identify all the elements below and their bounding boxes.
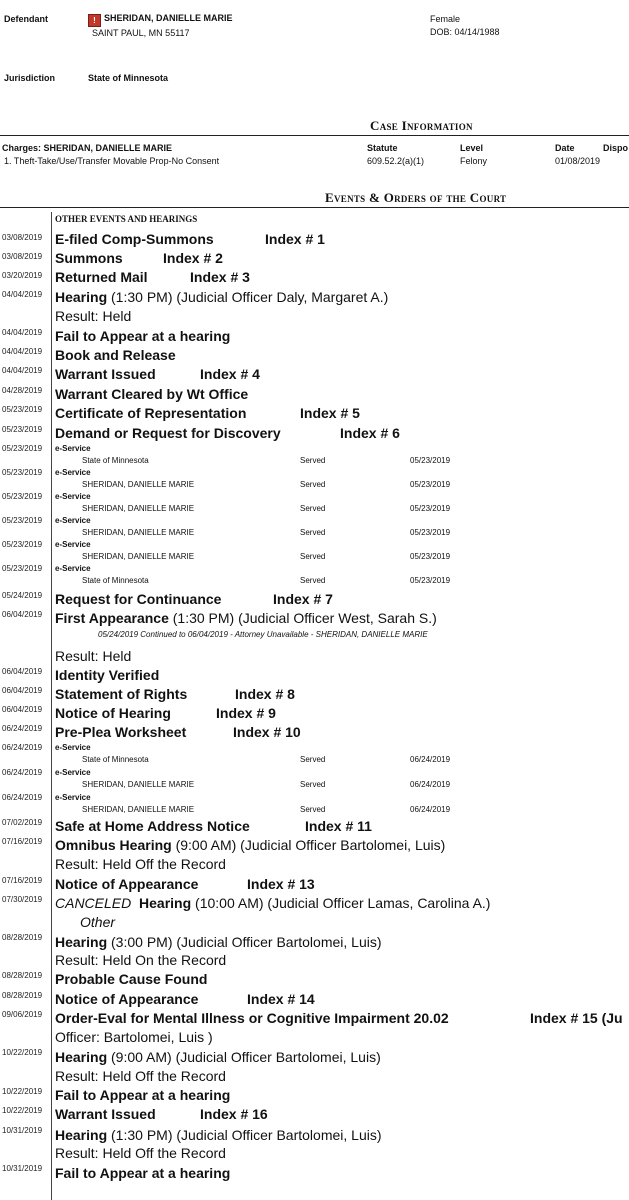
event-date: 07/30/2019	[2, 895, 43, 904]
event-title: Demand or Request for Discovery	[55, 425, 281, 441]
service-party: SHERIDAN, DANIELLE MARIE	[82, 552, 195, 561]
service-party: State of Minnesota	[82, 755, 149, 764]
event-index: Index # 4	[200, 366, 260, 382]
event-date: 10/22/2019	[2, 1087, 43, 1096]
service-title: e-Service	[55, 468, 91, 477]
service-status: Served	[300, 456, 326, 465]
event-title: Certificate of Representation	[55, 405, 247, 421]
event-title: CANCELED Hearing (10:00 AM) (Judicial Officer Lamas, Carolina A.)	[55, 895, 491, 911]
defendant-name: ! SHERIDAN, DANIELLE MARIE	[88, 13, 233, 27]
service-title: e-Service	[55, 540, 91, 549]
event-date: 06/04/2019	[2, 667, 43, 676]
service-served-date: 06/24/2019	[410, 755, 451, 764]
service-title: e-Service	[55, 444, 91, 453]
timeline-rule	[51, 212, 52, 1200]
service-title: e-Service	[55, 743, 91, 752]
event-date: 09/06/2019	[2, 1010, 43, 1019]
event-title: Summons	[55, 250, 123, 266]
event-index: Index # 1	[265, 231, 325, 247]
event-date: 08/28/2019	[2, 971, 43, 980]
event-result: Result: Held Off the Record	[55, 856, 226, 872]
charge-date: 01/08/2019	[555, 156, 601, 166]
col-level: Level	[460, 143, 484, 153]
event-title: Pre-Plea Worksheet	[55, 724, 187, 740]
divider	[0, 207, 629, 208]
service-party: SHERIDAN, DANIELLE MARIE	[82, 805, 195, 814]
event-date: 08/28/2019	[2, 991, 43, 1000]
service-status: Served	[300, 480, 326, 489]
service-party: State of Minnesota	[82, 456, 149, 465]
event-date: 06/24/2019	[2, 724, 43, 733]
event-title: Fail to Appear at a hearing	[55, 1087, 231, 1103]
event-date: 10/31/2019	[2, 1126, 43, 1135]
event-date: 06/04/2019	[2, 610, 43, 619]
service-status: Served	[300, 805, 326, 814]
event-title: Book and Release	[55, 347, 176, 363]
event-title: Warrant Cleared by Wt Office	[55, 386, 249, 402]
jurisdiction-value: State of Minnesota	[88, 73, 169, 83]
service-status: Served	[300, 755, 326, 764]
event-date: 10/31/2019	[2, 1164, 43, 1173]
event-index: Index # 8	[235, 686, 295, 702]
events-heading: Events & Orders of the Court	[325, 190, 507, 205]
event-index: Index # 10	[233, 724, 301, 740]
service-title: e-Service	[55, 516, 91, 525]
service-served-date: 05/23/2019	[410, 552, 451, 561]
service-date: 06/24/2019	[2, 743, 43, 752]
defendant-dob: DOB: 04/14/1988	[430, 27, 500, 37]
event-index: Index # 7	[273, 591, 333, 607]
event-date: 07/16/2019	[2, 876, 43, 885]
service-date: 05/23/2019	[2, 468, 43, 477]
service-served-date: 06/24/2019	[410, 780, 451, 789]
col-dispo: Dispo	[603, 143, 629, 153]
event-date: 05/24/2019	[2, 591, 43, 600]
event-note: 05/24/2019 Continued to 06/04/2019 - Attorney Unavailable - SHERIDAN, DANIELLE MARIE	[98, 630, 428, 639]
event-date: 04/04/2019	[2, 290, 43, 299]
event-index: Index # 6	[340, 425, 400, 441]
col-date: Date	[555, 143, 575, 153]
charge-statute: 609.52.2(a)(1)	[367, 156, 425, 166]
service-served-date: 05/23/2019	[410, 528, 451, 537]
service-served-date: 05/23/2019	[410, 480, 451, 489]
event-title: Hearing (1:30 PM) (Judicial Officer Bartolomei, Luis)	[55, 1127, 382, 1143]
case-info-heading: Case Information	[370, 118, 473, 133]
service-status: Served	[300, 552, 326, 561]
event-title: Notice of Hearing	[55, 705, 171, 721]
event-title: Warrant Issued	[55, 366, 156, 382]
event-index: Index # 11	[305, 818, 372, 834]
event-title: Identity Verified	[55, 667, 160, 683]
charges-label: Charges: SHERIDAN, DANIELLE MARIE	[2, 143, 173, 153]
event-title: Warrant Issued	[55, 1106, 156, 1122]
event-title: Notice of Appearance	[55, 991, 199, 1007]
event-title: Omnibus Hearing (9:00 AM) (Judicial Officer Bartolomei, Luis)	[55, 837, 446, 853]
event-title: Fail to Appear at a hearing	[55, 1165, 231, 1181]
event-result: Result: Held	[55, 648, 132, 664]
event-date: 10/22/2019	[2, 1048, 43, 1057]
event-date: 08/28/2019	[2, 933, 43, 942]
service-title: e-Service	[55, 768, 91, 777]
event-index: Index # 15 (Ju	[530, 1010, 623, 1026]
col-statute: Statute	[367, 143, 398, 153]
event-title: Probable Cause Found	[55, 971, 208, 987]
events-subheading: OTHER EVENTS AND HEARINGS	[55, 214, 198, 224]
defendant-label: Defendant	[4, 14, 49, 24]
service-party: SHERIDAN, DANIELLE MARIE	[82, 480, 195, 489]
service-date: 05/23/2019	[2, 492, 43, 501]
event-date: 07/02/2019	[2, 818, 43, 827]
defendant-sex: Female	[430, 14, 461, 24]
event-date: 04/04/2019	[2, 347, 43, 356]
service-status: Served	[300, 504, 326, 513]
flag-icon: !	[88, 14, 101, 27]
service-date: 05/23/2019	[2, 540, 43, 549]
event-index: Index # 16	[200, 1106, 268, 1122]
jurisdiction-label: Jurisdiction	[4, 73, 56, 83]
event-result: Result: Held Off the Record	[55, 1145, 226, 1161]
event-title: Request for Continuance	[55, 591, 222, 607]
service-status: Served	[300, 528, 326, 537]
event-title: Safe at Home Address Notice	[55, 818, 250, 834]
event-title: Notice of Appearance	[55, 876, 199, 892]
service-party: SHERIDAN, DANIELLE MARIE	[82, 528, 195, 537]
event-title: Hearing (1:30 PM) (Judicial Officer Daly, Margaret A.)	[55, 289, 389, 305]
event-date: 04/28/2019	[2, 386, 43, 395]
service-served-date: 05/23/2019	[410, 456, 451, 465]
service-served-date: 06/24/2019	[410, 805, 451, 814]
event-index: Index # 14	[247, 991, 315, 1007]
event-continuation: Officer: Bartolomei, Luis )	[55, 1029, 213, 1045]
service-title: e-Service	[55, 492, 91, 501]
event-title: Order-Eval for Mental Illness or Cognitive Impairment 20.02	[55, 1010, 449, 1026]
service-party: State of Minnesota	[82, 576, 149, 585]
event-index: Index # 2	[163, 250, 223, 266]
event-title: Hearing (9:00 AM) (Judicial Officer Bartolomei, Luis)	[55, 1049, 381, 1065]
service-served-date: 05/23/2019	[410, 504, 451, 513]
event-index: Index # 9	[216, 705, 276, 721]
event-date: 05/23/2019	[2, 425, 43, 434]
event-result: Result: Held On the Record	[55, 952, 227, 968]
event-title: Returned Mail	[55, 269, 148, 285]
divider	[0, 135, 629, 136]
service-status: Served	[300, 780, 326, 789]
service-date: 06/24/2019	[2, 793, 43, 802]
event-result: Result: Held Off the Record	[55, 1068, 226, 1084]
event-date: 05/23/2019	[2, 405, 43, 414]
event-title: Fail to Appear at a hearing	[55, 328, 231, 344]
event-date: 10/22/2019	[2, 1106, 43, 1115]
service-date: 05/23/2019	[2, 444, 43, 453]
service-date: 05/23/2019	[2, 564, 43, 573]
service-party: SHERIDAN, DANIELLE MARIE	[82, 780, 195, 789]
event-date: 03/08/2019	[2, 252, 43, 261]
event-title: First Appearance (1:30 PM) (Judicial Officer West, Sarah S.)	[55, 610, 437, 626]
service-party: SHERIDAN, DANIELLE MARIE	[82, 504, 195, 513]
event-title: E-filed Comp-Summons	[55, 231, 214, 247]
event-date: 04/04/2019	[2, 328, 43, 337]
defendant-address: SAINT PAUL, MN 55117	[92, 28, 190, 38]
event-index: Index # 5	[300, 405, 360, 421]
event-index: Index # 3	[190, 269, 250, 285]
event-index: Index # 13	[247, 876, 315, 892]
event-date: 07/16/2019	[2, 837, 43, 846]
event-date: 04/04/2019	[2, 366, 43, 375]
event-date: 03/08/2019	[2, 233, 43, 242]
event-other: Other	[80, 914, 116, 930]
event-date: 06/04/2019	[2, 686, 43, 695]
service-status: Served	[300, 576, 326, 585]
service-date: 05/23/2019	[2, 516, 43, 525]
event-title: Hearing (3:00 PM) (Judicial Officer Bartolomei, Luis)	[55, 934, 382, 950]
event-result: Result: Held	[55, 308, 132, 324]
service-served-date: 05/23/2019	[410, 576, 451, 585]
service-title: e-Service	[55, 564, 91, 573]
event-date: 06/04/2019	[2, 705, 43, 714]
service-date: 06/24/2019	[2, 768, 43, 777]
charge-level: Felony	[460, 156, 488, 166]
event-date: 03/20/2019	[2, 271, 43, 280]
charge-desc: 1. Theft-Take/Use/Transfer Movable Prop-No Consent	[4, 156, 220, 166]
service-title: e-Service	[55, 793, 91, 802]
event-title: Statement of Rights	[55, 686, 188, 702]
